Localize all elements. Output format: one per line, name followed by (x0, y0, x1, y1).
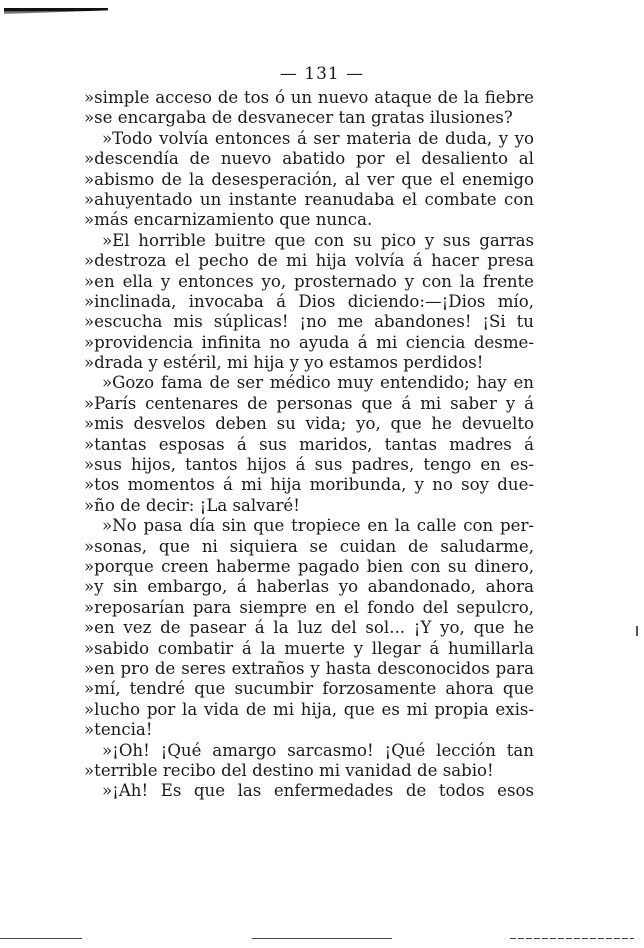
text-line: »lucho por la vida de mi hija, que es mi propia exis- (84, 699, 534, 719)
text-line: »en vez de pasear á la luz del sol... ¡Y yo, que he (84, 618, 534, 638)
scan-corner-mark (4, 8, 108, 14)
text-line: »destroza el pecho de mi hija volvía á hacer presa (84, 251, 534, 271)
text-line: »ahuyentado un instante reanudaba el combate con (84, 189, 534, 209)
text-line: »El horrible buitre que con su pico y sus garras (102, 230, 534, 250)
text-line: »¡Ah! Es que las enfermedades de todos esos (102, 781, 534, 801)
text-line: »sabido combatir á la muerte y llegar á humillarla (84, 638, 534, 658)
text-line: »providencia infinita no ayuda á mi ciencia desme- (84, 332, 534, 352)
text-line: »Gozo fama de ser médico muy entendido; hay en (102, 373, 534, 393)
text-line: »terrible recibo del destino mi vanidad de sabio! (84, 760, 494, 780)
text-line: »más encarnizamiento que nunca. (84, 210, 373, 230)
text-line: »inclinada, invocaba á Dios diciendo:—¡Dios mío, (84, 291, 534, 311)
text-line: »escucha mis súplicas! ¡no me abandones! ¡Si tu (84, 312, 534, 332)
text-line: »y sin embargo, á haberlas yo abandonado, ahora (84, 577, 534, 597)
bottom-rule-middle (252, 938, 392, 939)
text-line: »sonas, que ni siquiera se cuidan de saludarme, (84, 536, 534, 556)
text-line: »No pasa día sin que tropiece en la calle con per- (102, 516, 534, 536)
text-line: »tos momentos á mi hija moribunda, y no soy due- (84, 475, 534, 495)
text-line: »París centenares de personas que á mi saber y á (84, 393, 534, 413)
text-line: »en pro de seres extraños y hasta desconocidos para (84, 658, 534, 678)
text-line: »ño de decir: ¡La salvaré! (84, 495, 300, 515)
bottom-rule-left (0, 938, 82, 939)
page-number: — 131 — (279, 64, 365, 84)
scan-speck (636, 626, 638, 636)
bottom-rule-right (510, 938, 634, 939)
text-line: »mis desvelos deben su vida; yo, que he devuelto (84, 414, 534, 434)
text-line: »Todo volvía entonces á ser materia de duda, y yo (102, 128, 534, 148)
text-line: »abismo de la desesperación, al ver que el enemigo (84, 169, 534, 189)
text-line: »en ella y entonces yo, prosternado y con la frente (84, 271, 534, 291)
body-text (84, 88, 534, 802)
text-line: »¡Oh! ¡Qué amargo sarcasmo! ¡Qué lección tan (102, 740, 534, 760)
text-line: »simple acceso de tos ó un nuevo ataque de la fiebre (84, 88, 534, 107)
text-line: »descendía de nuevo abatido por el desaliento al (84, 149, 534, 169)
text-line: »drada y estéril, mi hija y yo estamos perdidos! (84, 353, 484, 373)
text-line: »mí, tendré que sucumbir forzosamente ahora que (84, 679, 534, 699)
text-line: »sus hijos, tantos hijos á sus padres, tengo en es- (84, 455, 534, 475)
text-line: »tantas esposas á sus maridos, tantas madres á (84, 434, 534, 454)
text-line: »porque creen haberme pagado bien con su dinero, (84, 556, 534, 576)
text-line: »reposarían para siempre en el fondo del sepulcro, (84, 597, 534, 617)
text-line: »se encargaba de desvanecer tan gratas ilusiones? (84, 108, 513, 128)
text-line: »tencia! (84, 720, 153, 740)
